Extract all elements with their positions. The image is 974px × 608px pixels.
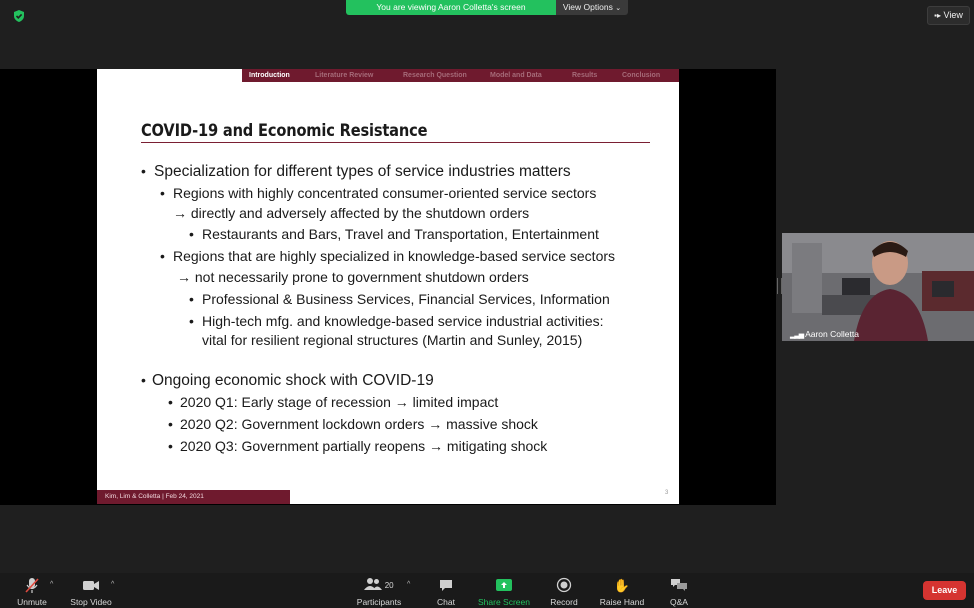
unmute-label: Unmute (17, 597, 47, 607)
participant-name: Aaron Colletta (805, 329, 859, 339)
bullet-text: Regions that are highly specialized in knowledge-based service sectors (173, 248, 616, 264)
participant-video-image (782, 233, 974, 341)
participant-count: 20 (384, 581, 394, 590)
view-layout-icon: ▪▸ (934, 11, 941, 20)
qa-label: Q&A (670, 597, 688, 607)
title-divider (141, 142, 650, 143)
bullet-text: 2020 Q3: Government partially reopens → mitigating shock (180, 438, 548, 454)
bullet-dot: • (141, 372, 146, 388)
share-screen-button[interactable] (477, 577, 531, 607)
bullet-dot: • (160, 185, 165, 201)
stop-video-button[interactable] (68, 577, 114, 607)
chevron-up-icon[interactable]: ^ (111, 581, 115, 588)
slide-title: COVID-19 and Economic Resistance (141, 121, 428, 141)
bullet-text: Regions with highly concentrated consumer-oriented service sectors (173, 185, 597, 201)
leave-button[interactable]: Leave (923, 581, 966, 600)
bullet-text: 2020 Q1: Early stage of recession → limited impact (180, 394, 499, 410)
bullet-text: Restaurants and Bars, Travel and Transportation, Entertainment (202, 226, 599, 242)
bullet-text: High-tech mfg. and knowledge-based service industrial activities: (202, 313, 604, 329)
participant-video-tile[interactable] (782, 233, 974, 341)
bullet-text: vital for resilient regional structures (Martin and Sunley, 2015) (202, 332, 583, 348)
chat-bubble-icon (438, 577, 454, 594)
bullet-dot: • (141, 163, 146, 179)
bullet-text: → not necessarily prone to government shutdown orders (177, 269, 529, 285)
bullet-text: 2020 Q2: Government lockdown orders → massive shock (180, 416, 538, 432)
bullet-dot: • (168, 394, 173, 410)
nav-tab-introduction: Introduction (249, 72, 290, 79)
nav-tab-results: Results (572, 72, 598, 79)
bullet-text: → directly and adversely affected by the shutdown orders (173, 205, 530, 221)
qa-button[interactable] (666, 577, 692, 607)
view-label: View (943, 10, 963, 20)
qa-bubbles-icon (670, 577, 688, 594)
chat-button[interactable] (432, 577, 460, 607)
view-options-button[interactable] (556, 0, 628, 15)
bullet-dot: • (189, 291, 194, 307)
raise-hand-label: Raise Hand (599, 597, 645, 607)
bullet-text: Specialization for different types of service industries matters (154, 163, 571, 180)
slide-footer: Kim, Lim & Colletta | Feb 24, 2021 (97, 490, 290, 504)
microphone-muted-icon (24, 577, 40, 594)
slide-page-number: 3 (665, 490, 669, 496)
nav-tab-literature-review: Literature Review (315, 72, 374, 79)
nav-tab-research-question: Research Question (403, 72, 467, 79)
stop-video-label: Stop Video (70, 597, 112, 607)
view-button[interactable] (927, 6, 970, 25)
video-camera-icon (82, 577, 100, 594)
signal-bars-icon: ▂▃▅ (790, 332, 804, 339)
participants-icon (364, 577, 382, 591)
chevron-up-icon[interactable]: ^ (407, 581, 411, 588)
chevron-down-icon: ⌄ (615, 5, 622, 12)
bullet-dot: • (160, 248, 165, 264)
nav-tab-model-and-data: Model and Data (490, 72, 542, 79)
raise-hand-button[interactable] (598, 577, 646, 607)
bullet-dot: • (168, 438, 173, 454)
chat-label: Chat (437, 597, 455, 607)
bullet-text: Ongoing economic shock with COVID-19 (152, 372, 434, 389)
chevron-up-icon[interactable]: ^ (50, 581, 54, 588)
participant-name-label (790, 329, 859, 339)
bullet-text: Professional & Business Services, Financial Services, Information (202, 291, 610, 307)
share-screen-icon (495, 577, 513, 594)
nav-tab-conclusion: Conclusion (622, 72, 661, 79)
raised-hand-icon: ✋ (613, 578, 631, 593)
shield-check-icon[interactable] (12, 9, 26, 23)
slide-nav-bar (242, 69, 679, 82)
meeting-toolbar (0, 573, 974, 608)
view-options-label: View Options (562, 2, 613, 12)
record-icon (556, 577, 572, 594)
bullet-dot: • (168, 416, 173, 432)
participants-button[interactable] (352, 577, 406, 607)
record-button[interactable] (548, 577, 580, 607)
participants-label: Participants (356, 597, 402, 607)
bullet-dot: • (189, 226, 194, 242)
bullet-dot: • (189, 313, 194, 329)
record-label: Record (550, 597, 578, 607)
viewing-screen-banner: You are viewing Aaron Colletta's screen (346, 0, 556, 15)
presentation-slide (97, 69, 679, 504)
share-screen-label: Share Screen (478, 597, 530, 607)
unmute-button[interactable] (14, 577, 50, 607)
